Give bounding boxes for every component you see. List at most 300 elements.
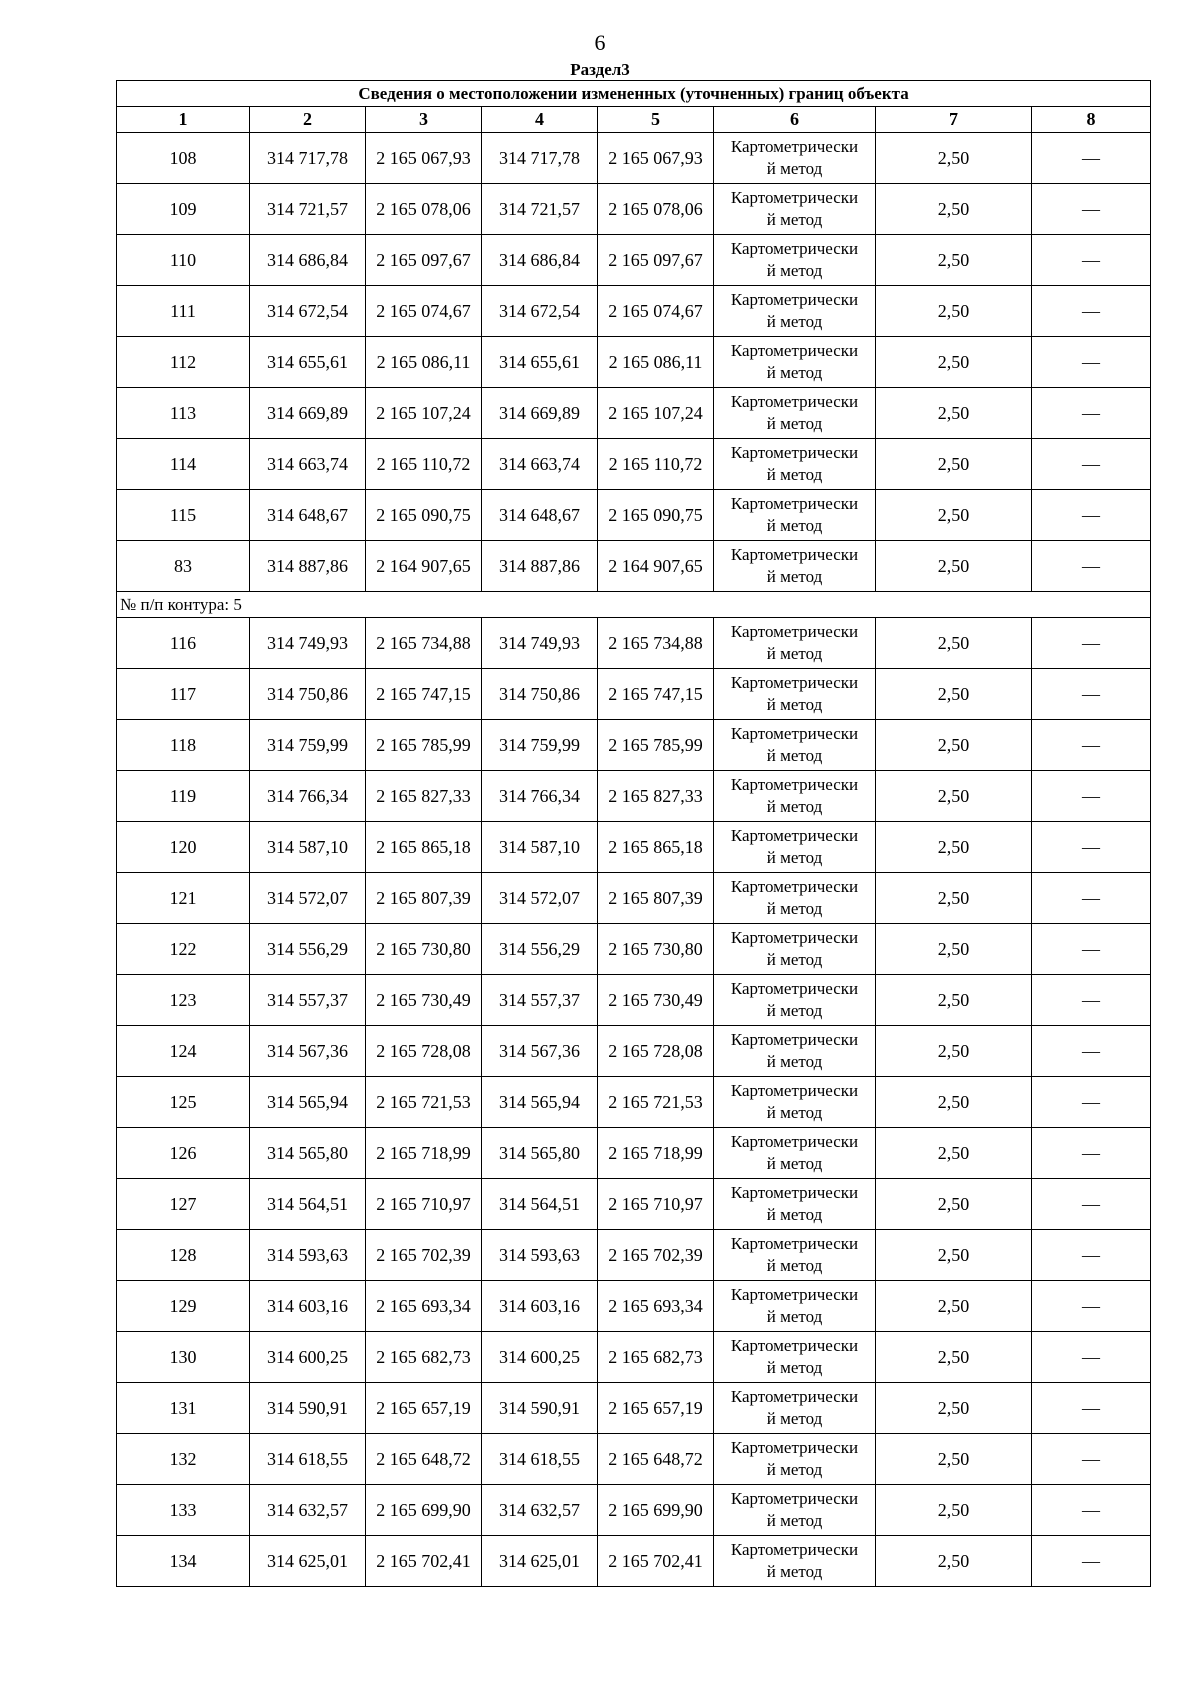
method-text: й метод: [766, 950, 823, 969]
method-cell: [714, 337, 876, 388]
method-text: й метод: [766, 312, 823, 331]
method-text: Картометрически: [730, 1081, 859, 1100]
table-row: [117, 1485, 1151, 1536]
method-text: й метод: [766, 1103, 823, 1122]
y-new-cell: 2 165 730,80: [598, 924, 714, 975]
x-new-cell: 314 632,57: [482, 1485, 598, 1536]
x-new-cell: 314 565,80: [482, 1128, 598, 1179]
point-number-cell: 122: [117, 924, 250, 975]
y-old-cell: 2 165 734,88: [366, 618, 482, 669]
point-number-cell: 111: [117, 286, 250, 337]
x-old-cell: 314 557,37: [250, 975, 366, 1026]
point-number-cell: 124: [117, 1026, 250, 1077]
accuracy-cell: 2,50: [876, 822, 1032, 873]
point-number-cell: 130: [117, 1332, 250, 1383]
point-number-cell: 115: [117, 490, 250, 541]
point-number-cell: 109: [117, 184, 250, 235]
point-number-cell: 83: [117, 541, 250, 592]
method-cell: [714, 1128, 876, 1179]
table-row: [117, 1026, 1151, 1077]
description-cell: —: [1032, 439, 1151, 490]
method-cell: [714, 924, 876, 975]
y-new-cell: 2 165 107,24: [598, 388, 714, 439]
method-text: Картометрически: [730, 1234, 859, 1253]
method-text: Картометрически: [730, 1132, 859, 1151]
accuracy-cell: 2,50: [876, 490, 1032, 541]
method-cell: [714, 669, 876, 720]
method-text: й метод: [766, 1511, 823, 1530]
column-header: 4: [482, 107, 598, 133]
y-old-cell: 2 165 702,39: [366, 1230, 482, 1281]
column-header: 7: [876, 107, 1032, 133]
accuracy-cell: 2,50: [876, 1230, 1032, 1281]
description-cell: —: [1032, 235, 1151, 286]
point-number-cell: 131: [117, 1383, 250, 1434]
x-new-cell: 314 572,07: [482, 873, 598, 924]
y-old-cell: 2 165 693,34: [366, 1281, 482, 1332]
x-new-cell: 314 618,55: [482, 1434, 598, 1485]
description-cell: —: [1032, 1077, 1151, 1128]
table-row: [117, 337, 1151, 388]
x-old-cell: 314 600,25: [250, 1332, 366, 1383]
method-cell: [714, 1434, 876, 1485]
description-cell: —: [1032, 1536, 1151, 1587]
point-number-cell: 134: [117, 1536, 250, 1587]
y-new-cell: 2 165 807,39: [598, 873, 714, 924]
description-cell: —: [1032, 618, 1151, 669]
description-cell: —: [1032, 1485, 1151, 1536]
description-cell: —: [1032, 873, 1151, 924]
table-row: [117, 822, 1151, 873]
y-old-cell: 2 165 107,24: [366, 388, 482, 439]
point-number-cell: 114: [117, 439, 250, 490]
method-text: й метод: [766, 210, 823, 229]
y-old-cell: 2 165 078,06: [366, 184, 482, 235]
y-new-cell: 2 165 067,93: [598, 133, 714, 184]
point-number-cell: 128: [117, 1230, 250, 1281]
table-row: [117, 286, 1151, 337]
method-text: й метод: [766, 261, 823, 280]
y-new-cell: 2 165 728,08: [598, 1026, 714, 1077]
x-new-cell: 314 759,99: [482, 720, 598, 771]
table-row: [117, 669, 1151, 720]
x-new-cell: 314 556,29: [482, 924, 598, 975]
y-old-cell: 2 165 110,72: [366, 439, 482, 490]
method-text: Картометрически: [730, 928, 859, 947]
y-old-cell: 2 165 097,67: [366, 235, 482, 286]
y-old-cell: 2 165 807,39: [366, 873, 482, 924]
description-cell: —: [1032, 1281, 1151, 1332]
y-new-cell: 2 165 718,99: [598, 1128, 714, 1179]
method-text: й метод: [766, 1001, 823, 1020]
y-new-cell: 2 165 074,67: [598, 286, 714, 337]
x-old-cell: 314 721,57: [250, 184, 366, 235]
table-row: [117, 1332, 1151, 1383]
contour-row: [117, 592, 1151, 618]
table-row: [117, 388, 1151, 439]
method-text: Картометрически: [730, 775, 859, 794]
method-text: Картометрически: [730, 622, 859, 641]
method-text: Картометрически: [730, 494, 859, 513]
method-cell: [714, 388, 876, 439]
x-new-cell: 314 567,36: [482, 1026, 598, 1077]
method-text: Картометрически: [730, 1183, 859, 1202]
x-old-cell: 314 669,89: [250, 388, 366, 439]
method-cell: [714, 490, 876, 541]
method-text: Картометрически: [730, 673, 859, 692]
method-text: Картометрически: [730, 1540, 859, 1559]
column-header: 5: [598, 107, 714, 133]
description-cell: —: [1032, 1179, 1151, 1230]
x-new-cell: 314 686,84: [482, 235, 598, 286]
table-row: [117, 439, 1151, 490]
method-text: й метод: [766, 414, 823, 433]
point-number-cell: 129: [117, 1281, 250, 1332]
y-new-cell: 2 165 086,11: [598, 337, 714, 388]
accuracy-cell: 2,50: [876, 1485, 1032, 1536]
method-text: Картометрически: [730, 1489, 859, 1508]
table-row: [117, 541, 1151, 592]
accuracy-cell: 2,50: [876, 1332, 1032, 1383]
method-text: й метод: [766, 695, 823, 714]
method-text: й метод: [766, 797, 823, 816]
description-cell: —: [1032, 822, 1151, 873]
y-old-cell: 2 165 657,19: [366, 1383, 482, 1434]
accuracy-cell: 2,50: [876, 286, 1032, 337]
accuracy-cell: 2,50: [876, 924, 1032, 975]
point-number-cell: 121: [117, 873, 250, 924]
x-new-cell: 314 655,61: [482, 337, 598, 388]
method-text: Картометрически: [730, 239, 859, 258]
description-cell: —: [1032, 669, 1151, 720]
y-old-cell: 2 165 067,93: [366, 133, 482, 184]
method-text: Картометрически: [730, 826, 859, 845]
method-text: й метод: [766, 644, 823, 663]
method-cell: [714, 286, 876, 337]
y-new-cell: 2 165 827,33: [598, 771, 714, 822]
method-text: й метод: [766, 465, 823, 484]
method-cell: [714, 133, 876, 184]
y-new-cell: 2 165 747,15: [598, 669, 714, 720]
x-old-cell: 314 564,51: [250, 1179, 366, 1230]
method-text: Картометрически: [730, 341, 859, 360]
table-row: [117, 618, 1151, 669]
point-number-cell: 117: [117, 669, 250, 720]
accuracy-cell: 2,50: [876, 975, 1032, 1026]
y-new-cell: 2 165 090,75: [598, 490, 714, 541]
description-cell: —: [1032, 975, 1151, 1026]
method-cell: [714, 1026, 876, 1077]
method-text: Картометрически: [730, 1030, 859, 1049]
x-old-cell: 314 593,63: [250, 1230, 366, 1281]
y-old-cell: 2 164 907,65: [366, 541, 482, 592]
method-text: Картометрически: [730, 188, 859, 207]
table-row: [117, 490, 1151, 541]
x-old-cell: 314 749,93: [250, 618, 366, 669]
x-new-cell: 314 565,94: [482, 1077, 598, 1128]
method-text: Картометрически: [730, 1387, 859, 1406]
table-row: [117, 1383, 1151, 1434]
point-number-cell: 116: [117, 618, 250, 669]
method-cell: [714, 1485, 876, 1536]
x-old-cell: 314 603,16: [250, 1281, 366, 1332]
y-new-cell: 2 165 721,53: [598, 1077, 714, 1128]
method-text: Картометрически: [730, 979, 859, 998]
y-new-cell: 2 165 693,34: [598, 1281, 714, 1332]
accuracy-cell: 2,50: [876, 1077, 1032, 1128]
table-row: [117, 975, 1151, 1026]
method-cell: [714, 771, 876, 822]
description-cell: —: [1032, 286, 1151, 337]
table-row: [117, 1536, 1151, 1587]
x-new-cell: 314 663,74: [482, 439, 598, 490]
method-text: й метод: [766, 746, 823, 765]
method-cell: [714, 822, 876, 873]
description-cell: —: [1032, 1434, 1151, 1485]
x-old-cell: 314 590,91: [250, 1383, 366, 1434]
x-old-cell: 314 567,36: [250, 1026, 366, 1077]
point-number-cell: 125: [117, 1077, 250, 1128]
y-old-cell: 2 165 747,15: [366, 669, 482, 720]
point-number-cell: 108: [117, 133, 250, 184]
x-new-cell: 314 603,16: [482, 1281, 598, 1332]
y-old-cell: 2 165 086,11: [366, 337, 482, 388]
method-cell: [714, 1383, 876, 1434]
y-old-cell: 2 165 699,90: [366, 1485, 482, 1536]
description-cell: —: [1032, 924, 1151, 975]
method-text: й метод: [766, 159, 823, 178]
description-cell: —: [1032, 184, 1151, 235]
table-row: [117, 133, 1151, 184]
description-cell: —: [1032, 490, 1151, 541]
y-old-cell: 2 165 682,73: [366, 1332, 482, 1383]
point-number-cell: 119: [117, 771, 250, 822]
method-text: й метод: [766, 567, 823, 586]
description-cell: —: [1032, 1128, 1151, 1179]
method-cell: [714, 975, 876, 1026]
x-new-cell: 314 557,37: [482, 975, 598, 1026]
accuracy-cell: 2,50: [876, 235, 1032, 286]
table-row: [117, 1128, 1151, 1179]
y-old-cell: 2 165 718,99: [366, 1128, 482, 1179]
x-new-cell: 314 564,51: [482, 1179, 598, 1230]
accuracy-cell: 2,50: [876, 133, 1032, 184]
page-number: 6: [594, 30, 606, 55]
method-cell: [714, 235, 876, 286]
y-new-cell: 2 165 702,41: [598, 1536, 714, 1587]
method-text: й метод: [766, 1154, 823, 1173]
x-old-cell: 314 625,01: [250, 1536, 366, 1587]
x-old-cell: 314 686,84: [250, 235, 366, 286]
method-text: Картометрически: [730, 1336, 859, 1355]
table-row: [117, 184, 1151, 235]
accuracy-cell: 2,50: [876, 1383, 1032, 1434]
x-old-cell: 314 632,57: [250, 1485, 366, 1536]
x-old-cell: 314 672,54: [250, 286, 366, 337]
x-new-cell: 314 593,63: [482, 1230, 598, 1281]
method-cell: [714, 1179, 876, 1230]
y-new-cell: 2 164 907,65: [598, 541, 714, 592]
description-cell: —: [1032, 337, 1151, 388]
table-row: [117, 771, 1151, 822]
method-text: Картометрически: [730, 392, 859, 411]
method-text: й метод: [766, 899, 823, 918]
x-new-cell: 314 669,89: [482, 388, 598, 439]
description-cell: —: [1032, 1332, 1151, 1383]
point-number-cell: 127: [117, 1179, 250, 1230]
column-header: 2: [250, 107, 366, 133]
method-text: Картометрически: [730, 137, 859, 156]
point-number-cell: 120: [117, 822, 250, 873]
method-cell: [714, 439, 876, 490]
method-text: й метод: [766, 1409, 823, 1428]
description-cell: —: [1032, 720, 1151, 771]
x-old-cell: 314 565,80: [250, 1128, 366, 1179]
y-old-cell: 2 165 728,08: [366, 1026, 482, 1077]
table-title: Сведения о местоположении измененных (уточненных) границ объекта: [117, 81, 1151, 107]
accuracy-cell: 2,50: [876, 771, 1032, 822]
method-text: й метод: [766, 516, 823, 535]
description-cell: —: [1032, 1230, 1151, 1281]
y-old-cell: 2 165 721,53: [366, 1077, 482, 1128]
y-old-cell: 2 165 702,41: [366, 1536, 482, 1587]
method-cell: [714, 1536, 876, 1587]
contour-label: № п/п контура: 5: [117, 592, 1151, 618]
x-new-cell: 314 648,67: [482, 490, 598, 541]
x-new-cell: 314 721,57: [482, 184, 598, 235]
y-new-cell: 2 165 702,39: [598, 1230, 714, 1281]
y-new-cell: 2 165 097,67: [598, 235, 714, 286]
y-old-cell: 2 165 090,75: [366, 490, 482, 541]
x-new-cell: 314 766,34: [482, 771, 598, 822]
accuracy-cell: 2,50: [876, 1128, 1032, 1179]
accuracy-cell: 2,50: [876, 618, 1032, 669]
method-cell: [714, 1332, 876, 1383]
accuracy-cell: 2,50: [876, 388, 1032, 439]
accuracy-cell: 2,50: [876, 1179, 1032, 1230]
x-old-cell: 314 565,94: [250, 1077, 366, 1128]
y-new-cell: 2 165 699,90: [598, 1485, 714, 1536]
x-new-cell: 314 590,91: [482, 1383, 598, 1434]
accuracy-cell: 2,50: [876, 1536, 1032, 1587]
x-old-cell: 314 655,61: [250, 337, 366, 388]
point-number-cell: 112: [117, 337, 250, 388]
method-text: Картометрически: [730, 1438, 859, 1457]
accuracy-cell: 2,50: [876, 184, 1032, 235]
y-new-cell: 2 165 078,06: [598, 184, 714, 235]
x-old-cell: 314 750,86: [250, 669, 366, 720]
y-old-cell: 2 165 730,80: [366, 924, 482, 975]
column-header: 1: [117, 107, 250, 133]
x-old-cell: 314 887,86: [250, 541, 366, 592]
x-new-cell: 314 672,54: [482, 286, 598, 337]
x-new-cell: 314 717,78: [482, 133, 598, 184]
method-text: й метод: [766, 1358, 823, 1377]
y-old-cell: 2 165 865,18: [366, 822, 482, 873]
table-row: [117, 720, 1151, 771]
y-new-cell: 2 165 110,72: [598, 439, 714, 490]
method-text: Картометрически: [730, 443, 859, 462]
point-number-cell: 110: [117, 235, 250, 286]
column-header: 8: [1032, 107, 1151, 133]
point-number-cell: 132: [117, 1434, 250, 1485]
accuracy-cell: 2,50: [876, 1026, 1032, 1077]
y-old-cell: 2 165 648,72: [366, 1434, 482, 1485]
accuracy-cell: 2,50: [876, 873, 1032, 924]
method-text: Картометрически: [730, 290, 859, 309]
x-old-cell: 314 572,07: [250, 873, 366, 924]
column-header: 6: [714, 107, 876, 133]
accuracy-cell: 2,50: [876, 669, 1032, 720]
section-title: Раздел3: [570, 60, 630, 79]
y-old-cell: 2 165 710,97: [366, 1179, 482, 1230]
description-cell: —: [1032, 133, 1151, 184]
y-new-cell: 2 165 710,97: [598, 1179, 714, 1230]
y-new-cell: 2 165 648,72: [598, 1434, 714, 1485]
x-new-cell: 314 750,86: [482, 669, 598, 720]
table-row: [117, 1179, 1151, 1230]
method-cell: [714, 873, 876, 924]
table-row: [117, 1434, 1151, 1485]
method-text: Картометрически: [730, 724, 859, 743]
method-cell: [714, 184, 876, 235]
point-number-cell: 113: [117, 388, 250, 439]
y-old-cell: 2 165 785,99: [366, 720, 482, 771]
method-cell: [714, 720, 876, 771]
y-old-cell: 2 165 074,67: [366, 286, 482, 337]
table-row: [117, 924, 1151, 975]
accuracy-cell: 2,50: [876, 720, 1032, 771]
method-cell: [714, 1281, 876, 1332]
x-old-cell: 314 618,55: [250, 1434, 366, 1485]
table-title-row: [117, 81, 1151, 107]
method-text: й метод: [766, 363, 823, 382]
accuracy-cell: 2,50: [876, 439, 1032, 490]
x-old-cell: 314 759,99: [250, 720, 366, 771]
description-cell: —: [1032, 1026, 1151, 1077]
x-old-cell: 314 766,34: [250, 771, 366, 822]
point-number-cell: 126: [117, 1128, 250, 1179]
column-header: 3: [366, 107, 482, 133]
table-body: [117, 81, 1151, 1587]
x-new-cell: 314 625,01: [482, 1536, 598, 1587]
y-new-cell: 2 165 865,18: [598, 822, 714, 873]
accuracy-cell: 2,50: [876, 337, 1032, 388]
accuracy-cell: 2,50: [876, 1281, 1032, 1332]
point-number-cell: 123: [117, 975, 250, 1026]
table-row: [117, 1281, 1151, 1332]
method-cell: [714, 541, 876, 592]
method-text: й метод: [766, 848, 823, 867]
x-old-cell: 314 648,67: [250, 490, 366, 541]
x-old-cell: 314 663,74: [250, 439, 366, 490]
x-old-cell: 314 587,10: [250, 822, 366, 873]
table-row: [117, 235, 1151, 286]
description-cell: —: [1032, 771, 1151, 822]
method-text: й метод: [766, 1562, 823, 1581]
description-cell: —: [1032, 1383, 1151, 1434]
description-cell: —: [1032, 541, 1151, 592]
y-new-cell: 2 165 682,73: [598, 1332, 714, 1383]
point-number-cell: 118: [117, 720, 250, 771]
method-text: й метод: [766, 1052, 823, 1071]
y-old-cell: 2 165 827,33: [366, 771, 482, 822]
x-new-cell: 314 887,86: [482, 541, 598, 592]
description-cell: —: [1032, 388, 1151, 439]
table-row: [117, 1230, 1151, 1281]
x-new-cell: 314 587,10: [482, 822, 598, 873]
table-row: [117, 873, 1151, 924]
